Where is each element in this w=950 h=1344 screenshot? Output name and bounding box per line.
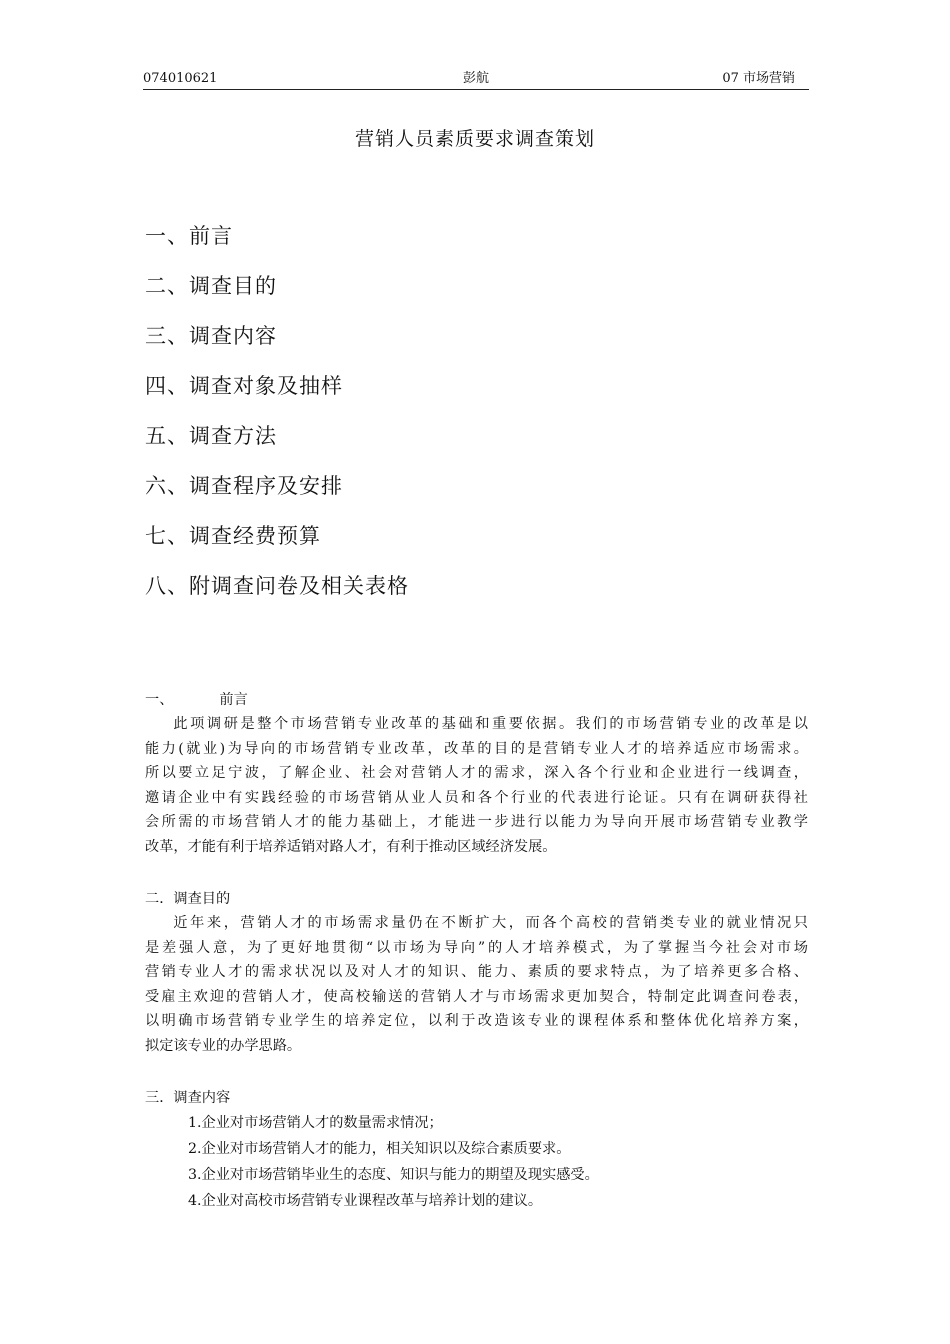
section-heading: 二．调查目的: [145, 891, 231, 907]
paragraph-line: 所以要立足宁波，了解企业、社会对营销人才的需求，深入各个行业和企业进行一线调查，: [145, 765, 808, 781]
section-number: 一、: [145, 692, 174, 708]
paragraph-line: 此项调研是整个市场营销专业改革的基础和重要依据。我们的市场营销专业的改革是以: [173, 716, 808, 732]
paragraph-line: 能力(就业)为导向的市场营销专业改革，改革的目的是营销专业人才的培养适应市场需求。: [145, 740, 808, 757]
list-item: 4.企业对高校市场营销专业课程改革与培养计划的建议。: [188, 1193, 543, 1209]
toc-item: 七、调查经费预算: [145, 524, 321, 548]
paragraph-line: 是差强人意，为了更好地贯彻“以市场为导向”的人才培养模式，为了掌握当今社会对市场: [145, 939, 808, 956]
list-item: 2.企业对市场营销人才的能力，相关知识以及综合素质要求。: [188, 1141, 571, 1157]
section-content: [145, 1086, 808, 1214]
table-of-contents: [145, 221, 409, 621]
toc-item: 八、附调查问卷及相关表格: [145, 574, 409, 598]
list-item: 3.企业对市场营销毕业生的态度、知识与能力的期望及现实感受。: [188, 1167, 599, 1183]
section-paragraph: [145, 712, 808, 859]
section-preface: [145, 688, 808, 859]
toc-item: 六、调查程序及安排: [145, 474, 343, 498]
paragraph-line: 会所需的市场营销人才的能力基础上，才能进一步进行以能力为导向开展市场营销专业教学: [145, 814, 808, 830]
paragraph-line: 营销专业人才的需求状况以及对人才的知识、能力、素质的要求特点，为了培养更多合格、: [145, 964, 808, 980]
section-heading: 三．调查内容: [145, 1090, 231, 1106]
toc-item: 一、前言: [145, 224, 233, 248]
toc-item: 五、调查方法: [145, 424, 277, 448]
paragraph-line: 改革，才能有利于培养适销对路人才，有利于推动区域经济发展。: [145, 838, 557, 855]
toc-item: 二、调查目的: [145, 274, 277, 298]
content-list: [145, 1110, 808, 1214]
paragraph-line: 拟定该专业的办学思路。: [145, 1037, 302, 1054]
section-heading: [145, 688, 808, 712]
toc-item: 三、调查内容: [145, 324, 277, 348]
section-title: 前言: [219, 692, 248, 708]
toc-item: 四、调查对象及抽样: [145, 374, 343, 398]
document-title: 营销人员素质要求调查策划: [354, 128, 595, 150]
section-purpose: [145, 887, 808, 1058]
paragraph-line: 以明确市场营销专业学生的培养定位，以利于改造该专业的课程体系和整体优化培养方案，: [145, 1013, 808, 1029]
class-name: 07 市场营销: [722, 71, 795, 86]
student-id: 074010621: [143, 71, 218, 86]
paragraph-line: 受雇主欢迎的营销人才，使高校输送的营销人才与市场需求更加契合，特制定此调查问卷表，: [145, 988, 808, 1005]
author-name: 彭航: [462, 71, 489, 86]
section-paragraph: [145, 911, 808, 1058]
page-header: [143, 71, 809, 90]
paragraph-line: 近年来，营销人才的市场需求量仍在不断扩大，而各个高校的营销类专业的就业情况只: [173, 915, 808, 931]
list-item: 1.企业对市场营销人才的数量需求情况；: [188, 1115, 443, 1131]
paragraph-line: 邀请企业中有实践经验的市场营销从业人员和各个行业的代表进行论证。只有在调研获得社: [145, 789, 808, 806]
